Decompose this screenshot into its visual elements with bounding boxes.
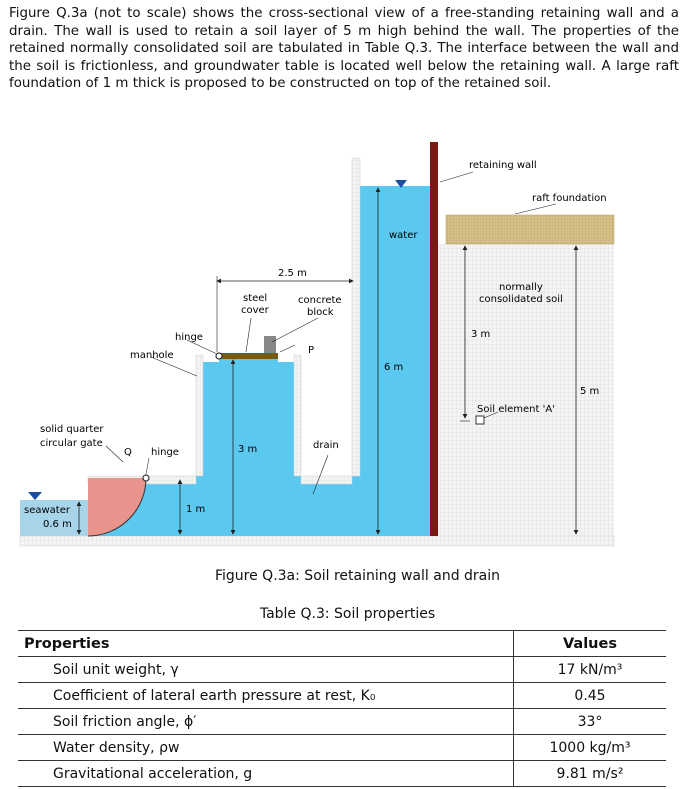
table-row [18,657,666,683]
tall-chamber-wall [352,158,360,476]
right-shaft-wall [294,355,301,476]
concrete-block [264,336,276,353]
base-slab [20,536,614,546]
table-row [18,735,666,761]
label-retaining-wall: retaining wall [469,160,537,171]
property-cell: Gravitational acceleration, g [18,761,514,787]
label-hinge-bottom: hinge [151,447,179,458]
middle-top-slab [301,476,352,484]
soil-element-a [476,416,484,424]
label-solid-gate-1: solid quarter [40,424,104,435]
retaining-wall [430,142,438,536]
property-cell: Soil unit weight, γ [18,657,514,683]
label-steel-2: cover [241,305,269,316]
raft-foundation [446,215,614,244]
seawater-level-marker [28,492,42,500]
label-dim-6m: 6 m [384,362,404,373]
label-hinge-top: hinge [175,332,203,343]
figure-caption: Figure Q.3a: Soil retaining wall and drain [214,568,501,584]
label-drain: drain [313,440,339,451]
property-cell: Coefficient of lateral earth pressure at rest, K₀ [18,683,514,709]
label-nc-soil-1: normally [499,282,543,293]
value-cell: 17 kN/m³ [514,657,667,683]
label-steel-1: steel [243,293,268,304]
label-dim-1m: 1 m [186,504,206,515]
property-cell: Soil friction angle, ϕ′ [18,709,514,735]
hinge-q [143,475,149,481]
left-shaft-wall-outer [196,355,203,476]
label-q: Q [124,447,132,458]
label-dim-0-6m: 0.6 m [43,519,72,530]
value-cell: 0.45 [514,683,667,709]
label-soil-element: Soil element 'A' [477,404,555,415]
label-concrete-2: block [307,307,334,318]
table-header-row [18,631,666,657]
soil-properties-table [18,630,666,787]
property-cell: Water density, ρw [18,735,514,761]
label-solid-gate-2: circular gate [40,438,103,449]
value-cell: 33° [514,709,667,735]
label-water: water [389,230,418,241]
label-manhole: manhole [130,350,174,361]
value-cell: 1000 kg/m³ [514,735,667,761]
label-dim-3m-drain: 3 m [238,444,258,455]
label-dim-5m: 5 m [580,386,600,397]
label-nc-soil-2: consolidated soil [479,294,563,305]
label-dim-3m-soil: 3 m [471,329,491,340]
value-cell: 9.81 m/s² [514,761,667,787]
label-concrete-1: concrete [298,295,342,306]
problem-paragraph: Figure Q.3a (not to scale) shows the cross-sectional view of a free-standing retaining wall and a drain. The wall is used to retain a soil layer of 5 m high behind the wall. The properties of the retained normally consolidated soil are tabulated in Table Q.3. The interface between the wall and the soil is frictionless, and groundwater table is located well below the retaining wall. A large raft foundation of 1 m thick is proposed to be constructed on top of the retained soil. [9,6,679,92]
label-seawater: seawater [24,505,70,516]
table-caption: Table Q.3: Soil properties [259,606,436,622]
header-values: Values [514,631,667,657]
steel-cover [219,353,278,359]
header-properties: Properties [18,631,514,657]
label-dim-2-5m: 2.5 m [278,268,307,279]
table-row [18,683,666,709]
label-p: P [308,345,315,356]
table-row [18,709,666,735]
label-raft-foundation: raft foundation [532,193,607,204]
table-row [18,761,666,787]
figure-q3a [0,140,685,560]
